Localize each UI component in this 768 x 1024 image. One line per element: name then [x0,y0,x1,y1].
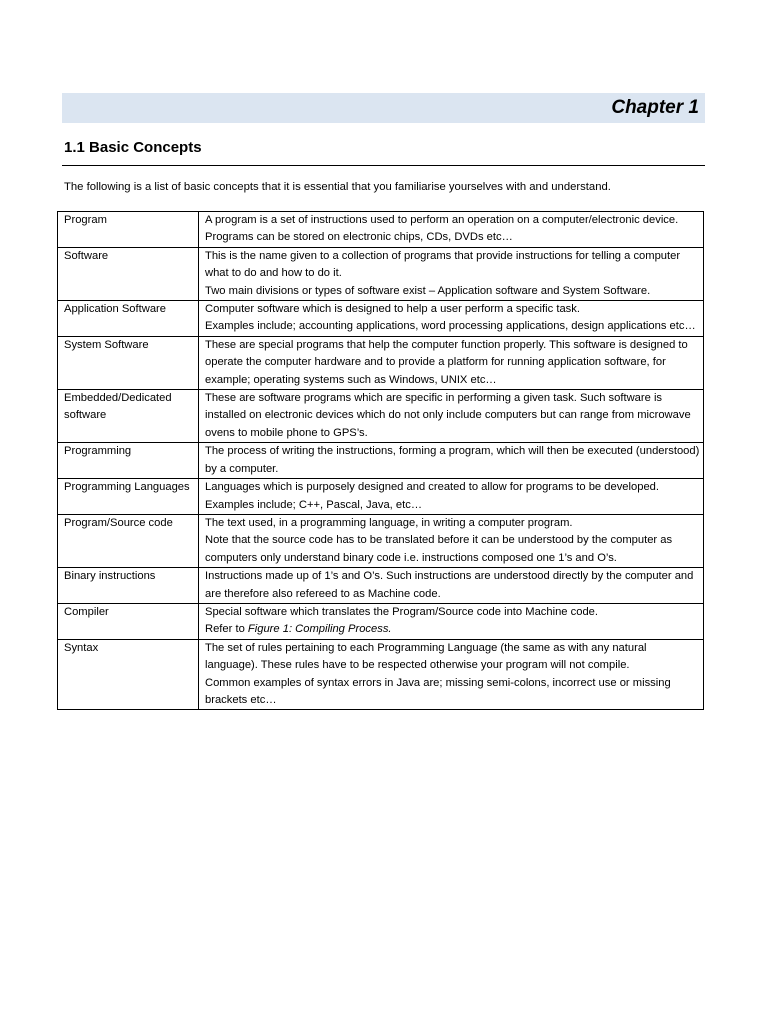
heading-divider [62,165,705,166]
section-heading: 1.1 Basic Concepts [64,139,202,156]
definition-line: Computer software which is designed to help a user perform a specific task. [205,303,580,316]
term-cell: Embedded/Dedicated software [58,390,199,443]
definition-line: The text used, in a programming language, in writing a computer program. [205,516,573,529]
term-cell: Binary instructions [58,568,199,604]
term-cell: Software [58,247,199,300]
term-cell: System Software [58,336,199,389]
figure-reference-prefix: Refer to [205,623,248,636]
table-row [58,479,704,515]
table-row [58,639,704,710]
definition-cell [199,390,704,443]
figure-reference-line [205,621,700,638]
definition-line: Instructions made up of 1’s and O’s. Such instructions are understood directly by the computer and are therefore also refereed to as Machine code. [205,570,694,600]
definition-line: A program is a set of instructions used to perform an operation on a computer/electronic device. [205,214,679,226]
table-row [58,336,704,389]
table-row [58,568,704,604]
term-cell: Programming Languages [58,479,199,515]
definition-cell [199,639,704,710]
definition-cell [199,568,704,604]
definition-cell [199,301,704,337]
definition-line: Programs can be stored on electronic chips, CDs, DVDs etc… [205,231,513,244]
definition-line: Examples include; accounting applications, word processing applications, design applications etc… [205,320,696,333]
term-cell: Syntax [58,639,199,710]
table-row [58,301,704,337]
definition-line: The set of rules pertaining to each Programming Language (the same as with any natural language). These rules have to be respected otherwise your program will not compile. [205,641,647,672]
table-row [58,247,704,300]
definition-line: These are special programs that help the computer function properly. This software is designed to operate the computer hardware and to provide a platform for running application software, for example; operating systems such as Windows, UNIX etc… [205,338,688,386]
table-row [58,443,704,479]
definition-line: Two main divisions or types of software exist – Application software and System Software. [205,284,651,297]
term-cell: Program/Source code [58,514,199,567]
concepts-table [57,211,704,710]
table-row [58,603,704,639]
definition-line: This is the name given to a collection of programs that provide instructions for telling a computer what to do and how to do it. [205,249,681,280]
definition-line: Common examples of syntax errors in Java are; missing semi-colons, incorrect use or missing brackets etc… [205,676,671,706]
chapter-header-bar [62,93,705,123]
term-cell: Program [58,212,199,248]
definition-cell [199,247,704,300]
definition-line: Languages which is purposely designed and created to allow for programs to be developed. [205,481,660,494]
definition-line: Special software which translates the Program/Source code into Machine code. [205,605,599,618]
table-row [58,514,704,567]
definition-line: Examples include; C++, Pascal, Java, etc… [205,498,423,511]
term-cell: Programming [58,443,199,479]
table-row [58,390,704,443]
definition-cell [199,212,704,248]
definition-cell [199,603,704,639]
definition-line: Note that the source code has to be translated before it can be understood by the computer as computers only understand binary code i.e. instructions composed one 1’s and O’s. [205,534,673,564]
definition-cell [199,443,704,479]
term-cell: Compiler [58,603,199,639]
definition-cell [199,514,704,567]
chapter-title: Chapter 1 [611,97,699,118]
definition-line: The process of writing the instructions, forming a program, which will then be executed (understood) by a computer. [205,445,700,475]
definition-line: These are software programs which are specific in performing a given task. Such software is installed on electronic devices which do not only include computers but can range from microwave ovens to mobile phone to GPS’s. [205,392,691,439]
table-row [58,212,704,248]
intro-paragraph: The following is a list of basic concepts that it is essential that you familiarise yourselves with and understand. [64,181,611,193]
term-cell: Application Software [58,301,199,337]
definition-cell [199,479,704,515]
definition-cell [199,336,704,389]
figure-reference-link: Figure 1: Compiling Process. [247,623,392,636]
